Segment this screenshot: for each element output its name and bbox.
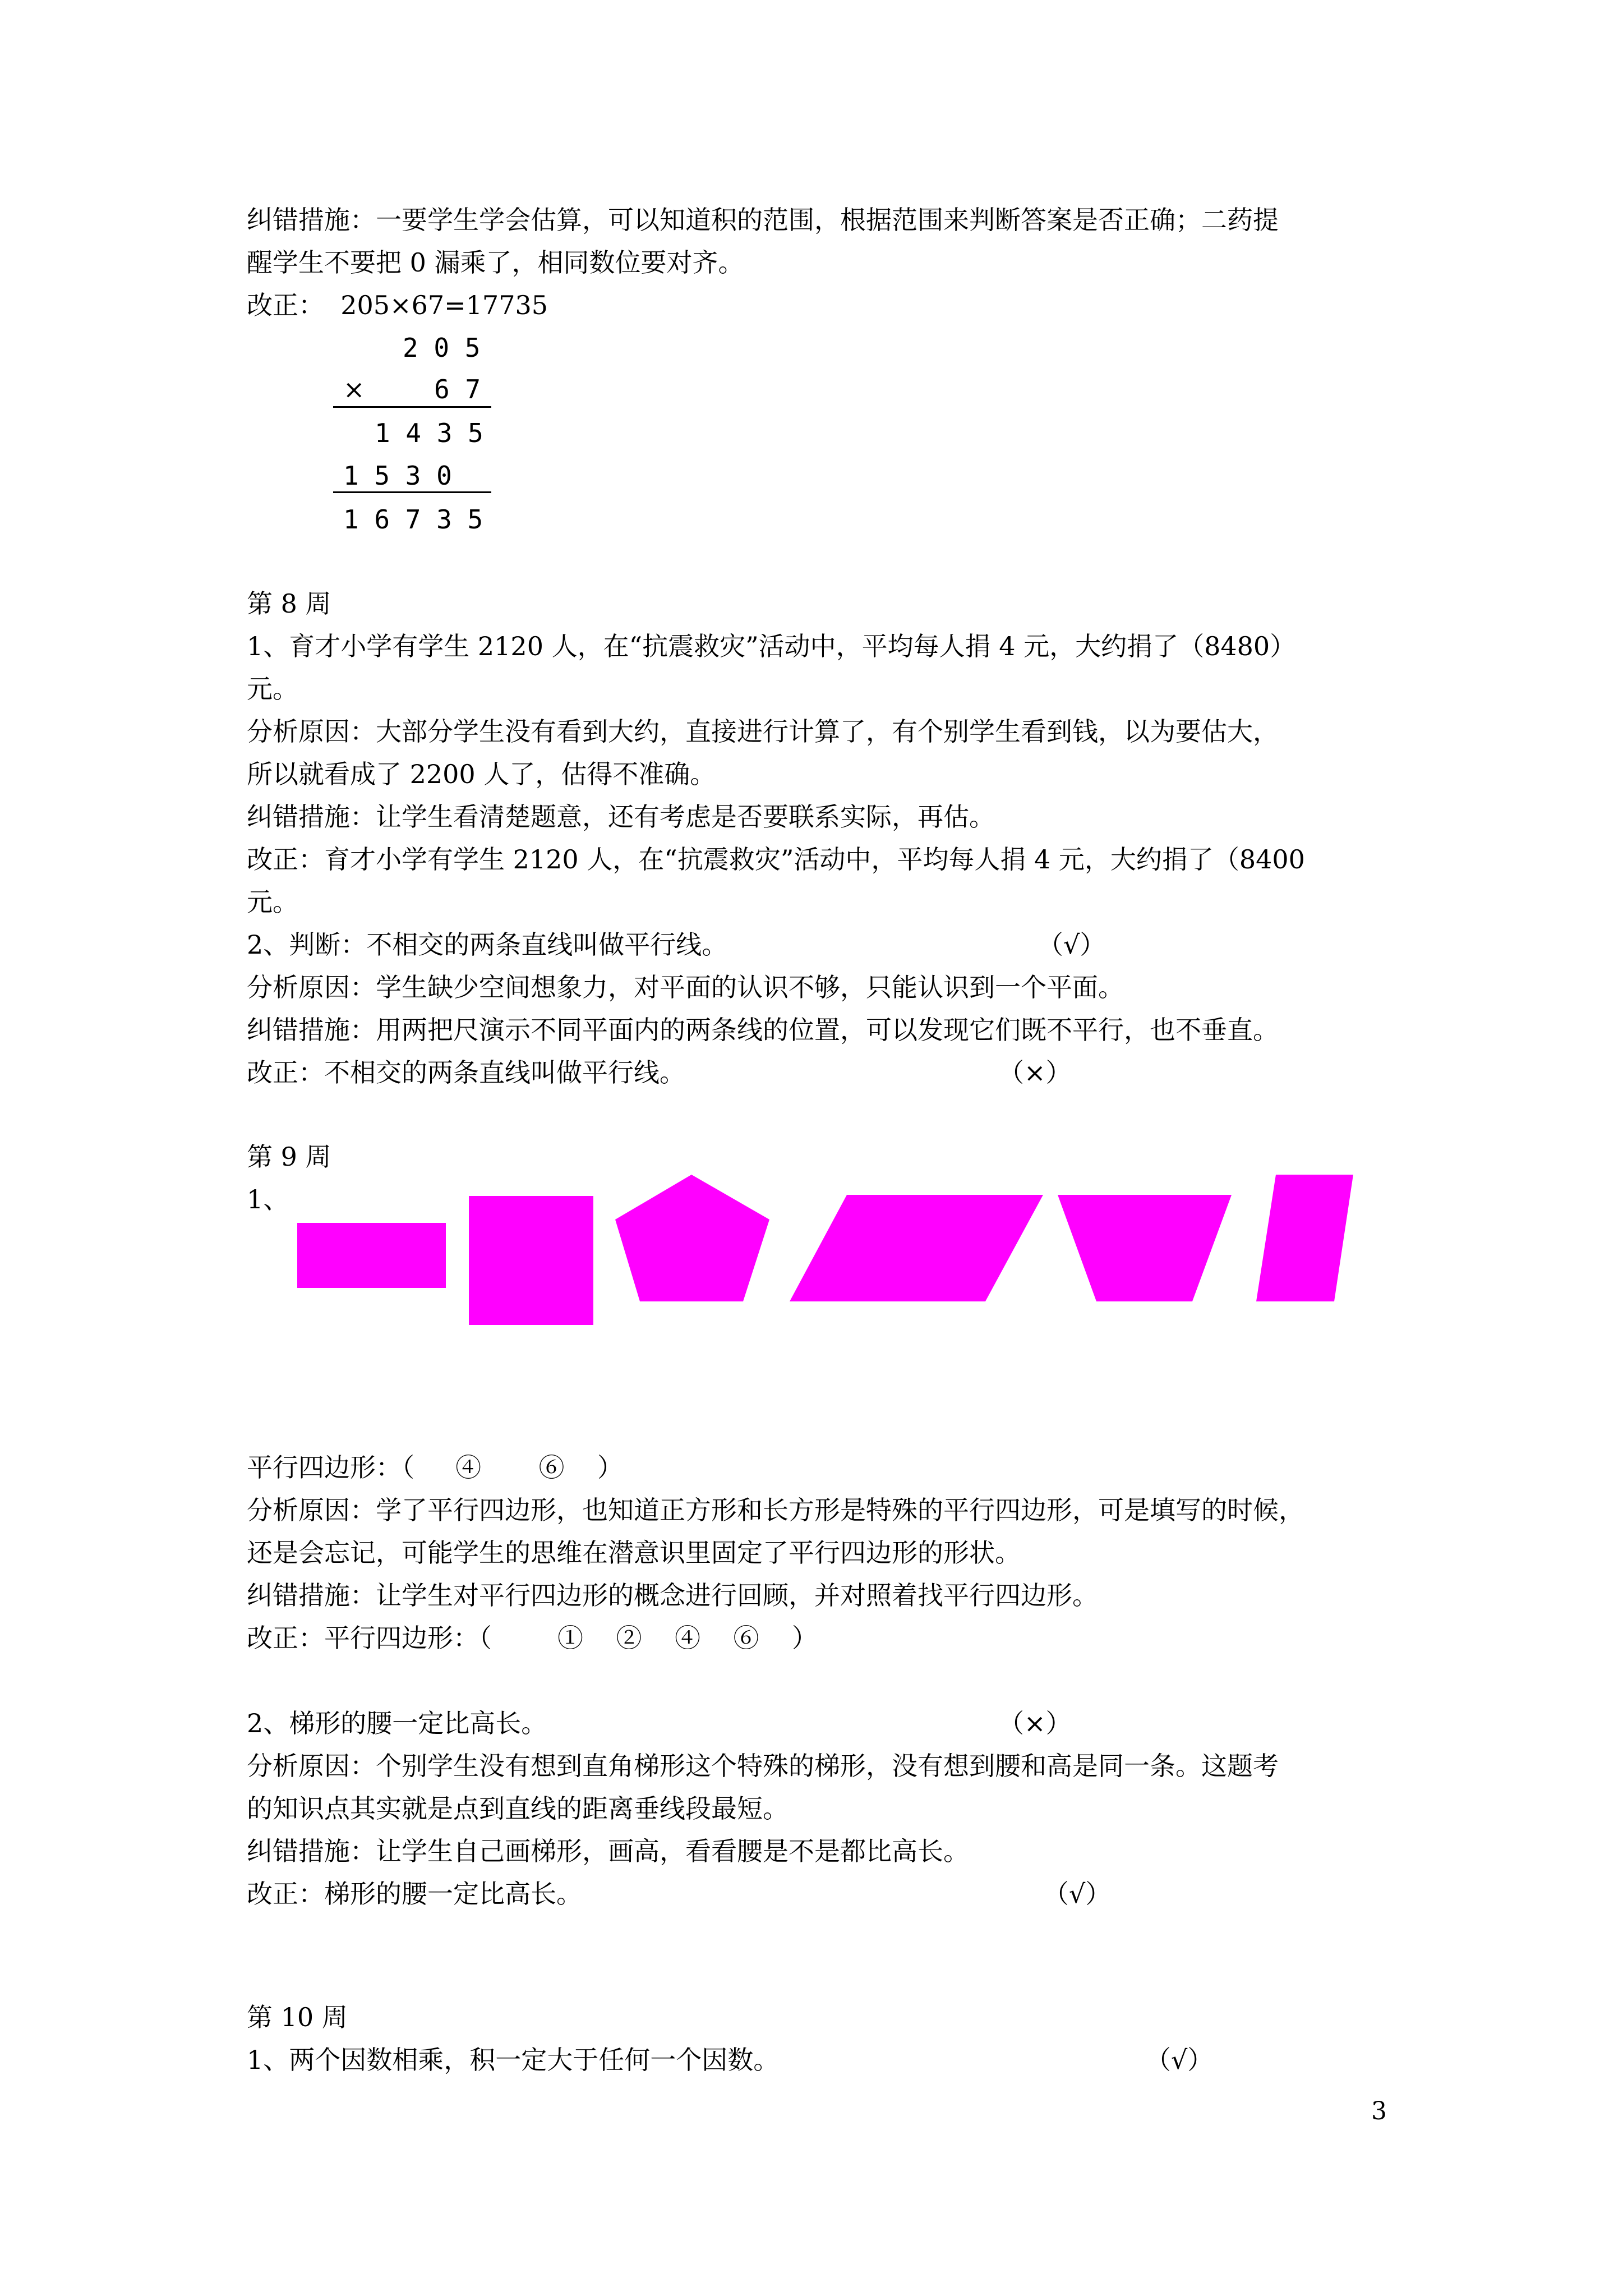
page-number: 3	[1371, 2097, 1387, 2125]
question-line: 1、两个因数相乘，积一定大于任何一个因数。	[247, 2045, 780, 2075]
analysis-line: 分析原因：大部分学生没有看到大约，直接进行计算了，有个别学生看到钱，以为要估大，	[247, 716, 1279, 747]
slanted-parallelogram-shape	[1256, 1175, 1353, 1301]
square-shape	[469, 1196, 593, 1325]
question-line: 1、育才小学有学生 2120 人，在“抗震救灾”活动中，平均每人捐 4 元，大约捐了（8480）	[247, 631, 1296, 661]
correction-line: 改正：不相交的两条直线叫做平行线。	[247, 1057, 685, 1088]
question-line: 2、判断：不相交的两条直线叫做平行线。	[247, 930, 728, 960]
analysis-line: 所以就看成了 2200 人了，估得不准确。	[247, 759, 716, 789]
calc-row-multiplier: 6 7	[434, 374, 481, 404]
answer-mark: （√）	[1145, 2045, 1214, 2075]
correction-line: 改正：平行四边形：（ ① ② ④ ⑥ ）	[247, 1623, 818, 1653]
measure-line: 纠错措施：用两把尺演示不同平面内的两条线的位置，可以发现它们既不平行，也不垂直。	[247, 1015, 1279, 1045]
calc-row-partial-2: 1 5 3 0	[343, 461, 452, 491]
analysis-line: 还是会忘记，可能学生的思维在潜意识里固定了平行四边形的形状。	[247, 1538, 1021, 1568]
analysis-line: 分析原因：学了平行四边形，也知道正方形和长方形是特殊的平行四边形，可是填写的时候，	[247, 1495, 1304, 1525]
answer-mark: （×）	[998, 1708, 1072, 1738]
calc-row-multiplicand: 2 0 5	[403, 333, 481, 363]
week-heading: 第 8 周	[247, 588, 331, 619]
rectangle-shape	[297, 1223, 446, 1288]
analysis-line: 的知识点其实就是点到直线的距离垂线段最短。	[247, 1793, 789, 1824]
measure-line: 纠错措施：让学生对平行四边形的概念进行回顾，并对照着找平行四边形。	[247, 1580, 1098, 1611]
analysis-line: 分析原因：学生缺少空间想象力，对平面的认识不够，只能认识到一个平面。	[247, 972, 1124, 1002]
answer-mark: （√）	[1038, 930, 1106, 960]
calc-row-partial-1: 1 4 3 5	[375, 418, 483, 448]
correction-line: 改正：梯形的腰一定比高长。	[247, 1879, 582, 1909]
pentagon-shape	[615, 1175, 769, 1301]
week-heading: 第 10 周	[247, 2002, 348, 2032]
trapezoid-shape	[1058, 1195, 1232, 1301]
analysis-line: 分析原因：个别学生没有想到直角梯形这个特殊的梯形，没有想到腰和高是同一条。这题考	[247, 1751, 1279, 1781]
question-line: 1、	[247, 1184, 289, 1214]
text-line: 醒学生不要把 0 漏乘了，相同数位要对齐。	[247, 247, 744, 278]
answer-mark: （√）	[1043, 1879, 1112, 1909]
answer-mark: （×）	[998, 1057, 1072, 1088]
correction-line: 元。	[247, 887, 298, 917]
measure-line: 纠错措施：让学生自己画梯形，画高，看看腰是不是都比高长。	[247, 1836, 969, 1866]
correction-line: 改正： 205×67=17735	[247, 290, 548, 320]
question-line: 2、梯形的腰一定比高长。	[247, 1708, 547, 1738]
parallelogram-shape	[790, 1195, 1043, 1301]
text-line: 纠错措施：一要学生学会估算，可以知道积的范围，根据范围来判断答案是否正确；二药提	[247, 205, 1279, 235]
calc-operator: ×	[343, 374, 365, 404]
question-line: 元。	[247, 674, 298, 704]
answer-line: 平行四边形：（ ④ ⑥ ）	[247, 1452, 623, 1483]
correction-line: 改正：育才小学有学生 2120 人，在“抗震救灾”活动中，平均每人捐 4 元，大约捐了（8400	[247, 844, 1305, 875]
week-heading: 第 9 周	[247, 1142, 331, 1172]
calc-row-product: 1 6 7 3 5	[343, 504, 483, 535]
measure-line: 纠错措施：让学生看清楚题意，还有考虑是否要联系实际，再估。	[247, 802, 995, 832]
